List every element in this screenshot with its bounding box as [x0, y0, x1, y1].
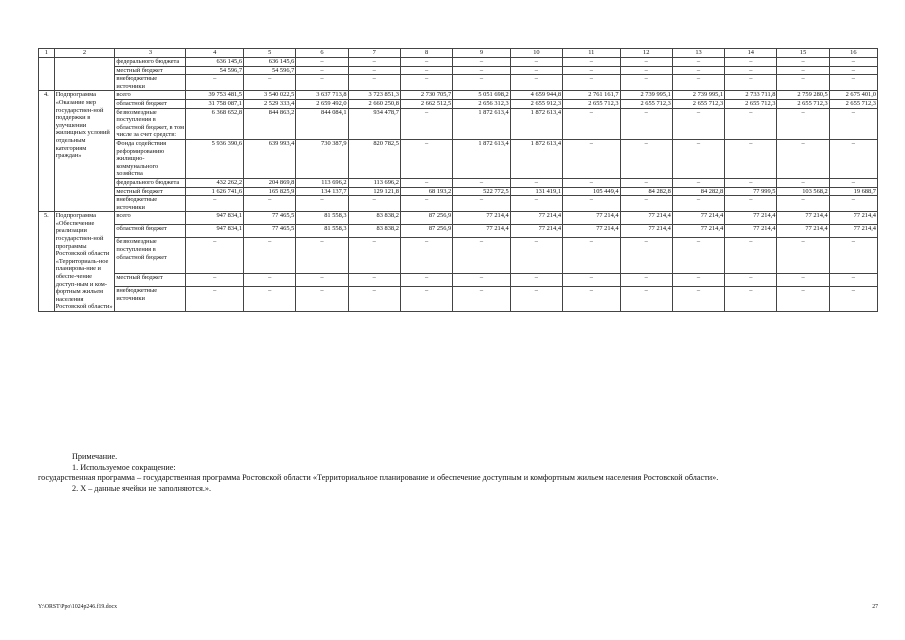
value-cell: – — [348, 75, 400, 91]
value-cell: 6 368 652,8 — [186, 108, 244, 139]
value-cell: – — [777, 274, 829, 287]
value-cell: – — [296, 274, 348, 287]
funding-source-cell: Фонда содействия реформированию жилищно-коммунального хозяйства — [115, 139, 186, 178]
value-cell: – — [400, 238, 452, 274]
value-cell: – — [186, 287, 244, 312]
value-cell: 77 214,4 — [829, 225, 877, 238]
value-cell: – — [777, 75, 829, 91]
value-cell: – — [400, 58, 452, 67]
value-cell: – — [453, 274, 511, 287]
value-cell: – — [725, 66, 777, 75]
value-cell: – — [620, 196, 672, 212]
value-cell: – — [348, 66, 400, 75]
value-cell: 3 723 851,3 — [348, 91, 400, 100]
value-cell: – — [296, 66, 348, 75]
program-name-cell: Подпрограмма «Оказание мер государствен-ной поддержки в улучшении жилищных условий отдельным категориям граждан» — [54, 91, 115, 212]
value-cell: 1 872 613,4 — [510, 108, 562, 139]
value-cell: – — [672, 66, 724, 75]
table-row — [39, 58, 878, 67]
value-cell: – — [453, 178, 511, 187]
value-cell: 5 051 698,2 — [453, 91, 511, 100]
column-header: 2 — [54, 49, 115, 58]
program-name-cell: Подпрограмма «Обеспечение реализации государствен-ной программы Ростовской области «Территориаль-ное планирова-ние и обеспе-чение доступ-ным и ком-фортным жильем населения Ростовской области» — [54, 212, 115, 312]
value-cell: 3 637 713,8 — [296, 91, 348, 100]
value-cell: – — [563, 238, 621, 274]
value-cell: – — [725, 178, 777, 187]
value-cell: 2 655 912,3 — [510, 99, 562, 108]
note-item-1: 1. Используемое сокращение: — [72, 462, 176, 472]
value-cell: 2 656 312,3 — [453, 99, 511, 108]
value-cell: – — [829, 139, 877, 178]
row-number-cell — [39, 58, 55, 91]
value-cell: – — [244, 287, 296, 312]
value-cell: – — [777, 178, 829, 187]
value-cell: 83 838,2 — [348, 212, 400, 225]
value-cell: – — [400, 178, 452, 187]
file-path: Y:\ORST\Ppo\1024p246.f19.docx — [38, 604, 118, 610]
table-row — [39, 187, 878, 196]
value-cell: – — [563, 139, 621, 178]
note-item-1-text: государственная программа – государственная программа Ростовской области «Территориальное планирование и обеспечение доступным и комфортным жильем населения Ростовской области». — [38, 473, 719, 482]
value-cell: – — [348, 196, 400, 212]
value-cell: 77 999,5 — [725, 187, 777, 196]
funding-source-cell: всего — [115, 91, 186, 100]
value-cell: – — [672, 196, 724, 212]
value-cell: – — [563, 196, 621, 212]
value-cell: 103 568,2 — [777, 187, 829, 196]
value-cell: – — [453, 66, 511, 75]
value-cell: – — [563, 108, 621, 139]
column-header: 8 — [400, 49, 452, 58]
value-cell: – — [829, 58, 877, 67]
value-cell: – — [777, 287, 829, 312]
value-cell: – — [186, 238, 244, 274]
value-cell: 77 214,4 — [563, 212, 621, 225]
value-cell: 2 655 712,3 — [620, 99, 672, 108]
value-cell: 2 660 250,8 — [348, 99, 400, 108]
value-cell: 77 465,5 — [244, 212, 296, 225]
value-cell: – — [620, 108, 672, 139]
value-cell: – — [296, 238, 348, 274]
value-cell: – — [725, 139, 777, 178]
value-cell: 81 558,3 — [296, 212, 348, 225]
value-cell: 77 214,4 — [453, 212, 511, 225]
table-row — [39, 91, 878, 100]
value-cell: 636 145,6 — [186, 58, 244, 67]
value-cell: – — [296, 58, 348, 67]
value-cell: 68 193,2 — [400, 187, 452, 196]
value-cell: 81 558,3 — [296, 225, 348, 238]
program-name-cell — [54, 58, 115, 91]
value-cell: – — [563, 58, 621, 67]
funding-source-cell: безвозмездные поступления в областной бюджет — [115, 238, 186, 274]
funding-source-cell: федерального бюджета — [115, 58, 186, 67]
value-cell: – — [620, 287, 672, 312]
value-cell: 134 137,7 — [296, 187, 348, 196]
column-header: 9 — [453, 49, 511, 58]
table-row — [39, 139, 878, 178]
value-cell: – — [453, 58, 511, 67]
value-cell: – — [510, 75, 562, 91]
value-cell: 1 872 613,4 — [453, 139, 511, 178]
funding-source-cell: местный бюджет — [115, 187, 186, 196]
value-cell: – — [725, 196, 777, 212]
column-header: 11 — [563, 49, 621, 58]
value-cell: – — [296, 75, 348, 91]
value-cell: 165 825,9 — [244, 187, 296, 196]
value-cell: – — [725, 75, 777, 91]
value-cell: – — [186, 75, 244, 91]
value-cell: – — [400, 66, 452, 75]
table-row — [39, 238, 878, 274]
table-header-row — [39, 49, 878, 58]
value-cell: 87 256,9 — [400, 225, 452, 238]
value-cell: – — [244, 238, 296, 274]
value-cell: – — [672, 75, 724, 91]
value-cell: – — [400, 108, 452, 139]
value-cell: – — [725, 274, 777, 287]
value-cell: 2 730 705,7 — [400, 91, 452, 100]
value-cell: 639 993,4 — [244, 139, 296, 178]
table-row — [39, 274, 878, 287]
value-cell: – — [400, 287, 452, 312]
value-cell: – — [777, 238, 829, 274]
value-cell: – — [510, 238, 562, 274]
value-cell: – — [620, 58, 672, 67]
value-cell: – — [829, 66, 877, 75]
page-footer — [38, 604, 878, 610]
value-cell: 2 759 280,5 — [777, 91, 829, 100]
column-header: 10 — [510, 49, 562, 58]
funding-source-cell: внебюджетные источники — [115, 75, 186, 91]
value-cell: 2 739 995,1 — [672, 91, 724, 100]
value-cell: 2 655 712,3 — [672, 99, 724, 108]
value-cell: 77 214,4 — [725, 225, 777, 238]
value-cell: – — [453, 75, 511, 91]
value-cell: 947 834,1 — [186, 225, 244, 238]
value-cell: 19 688,7 — [829, 187, 877, 196]
column-header: 12 — [620, 49, 672, 58]
value-cell: 2 655 712,3 — [777, 99, 829, 108]
value-cell: 3 540 022,5 — [244, 91, 296, 100]
value-cell: – — [348, 238, 400, 274]
value-cell: – — [672, 178, 724, 187]
value-cell: 83 838,2 — [348, 225, 400, 238]
value-cell: – — [777, 58, 829, 67]
table-row — [39, 108, 878, 139]
page-number: 27 — [872, 604, 878, 610]
value-cell: 636 145,6 — [244, 58, 296, 67]
funding-source-cell: всего — [115, 212, 186, 225]
value-cell: – — [672, 139, 724, 178]
column-header: 16 — [829, 49, 877, 58]
value-cell: 1 872 613,4 — [453, 108, 511, 139]
value-cell: 129 121,8 — [348, 187, 400, 196]
value-cell: 2 529 333,4 — [244, 99, 296, 108]
value-cell: – — [400, 139, 452, 178]
value-cell: – — [348, 274, 400, 287]
value-cell: – — [829, 287, 877, 312]
value-cell: 77 214,4 — [725, 212, 777, 225]
value-cell: – — [725, 287, 777, 312]
value-cell: – — [620, 139, 672, 178]
value-cell: – — [620, 238, 672, 274]
value-cell: – — [510, 178, 562, 187]
value-cell: – — [620, 178, 672, 187]
value-cell: 432 262,2 — [186, 178, 244, 187]
funding-source-cell: безвозмездные поступления в областной бюджет, в том числе за счет средств: — [116, 108, 185, 139]
notes-title: Примечание. — [72, 452, 118, 461]
value-cell: 5 936 390,6 — [186, 139, 244, 178]
table-row — [39, 75, 878, 91]
value-cell: 131 419,1 — [510, 187, 562, 196]
value-cell: 947 834,1 — [186, 212, 244, 225]
value-cell: 1 872 613,4 — [510, 139, 562, 178]
value-cell: – — [296, 287, 348, 312]
note-item-2: 2. Х – данные ячейки не заполняются.». — [72, 483, 212, 493]
value-cell: 31 758 087,1 — [186, 99, 244, 108]
value-cell: 77 214,4 — [829, 212, 877, 225]
value-cell: 2 655 712,3 — [563, 99, 621, 108]
value-cell: – — [453, 238, 511, 274]
value-cell: – — [510, 66, 562, 75]
value-cell: – — [620, 66, 672, 75]
column-header: 3 — [115, 49, 186, 58]
value-cell: – — [777, 66, 829, 75]
value-cell: 2 655 712,3 — [725, 99, 777, 108]
funding-source-cell: областной бюджет — [115, 99, 186, 108]
value-cell: 1 626 741,6 — [186, 187, 244, 196]
table-row — [39, 99, 878, 108]
value-cell: – — [829, 238, 877, 274]
column-header: 5 — [244, 49, 296, 58]
value-cell: 730 387,9 — [296, 139, 348, 178]
value-cell: – — [672, 274, 724, 287]
value-cell: 522 772,5 — [453, 187, 511, 196]
table-row — [39, 287, 878, 312]
value-cell: – — [829, 274, 877, 287]
value-cell: – — [510, 274, 562, 287]
column-header: 14 — [725, 49, 777, 58]
value-cell: – — [620, 274, 672, 287]
value-cell: – — [186, 196, 244, 212]
table-row — [39, 196, 878, 212]
value-cell: 934 478,7 — [348, 108, 400, 139]
funding-source-cell: местный бюджет — [115, 274, 186, 287]
value-cell: – — [725, 58, 777, 67]
table-row — [39, 225, 878, 238]
value-cell: – — [620, 75, 672, 91]
value-cell: 105 449,4 — [563, 187, 621, 196]
funding-source-cell: областной бюджет — [115, 225, 186, 238]
value-cell: – — [672, 58, 724, 67]
value-cell: – — [672, 287, 724, 312]
value-cell: 77 214,4 — [620, 225, 672, 238]
funding-source-cell: внебюджетные источники — [115, 196, 186, 212]
value-cell: 77 214,4 — [453, 225, 511, 238]
value-cell: – — [453, 287, 511, 312]
value-cell: – — [348, 58, 400, 67]
column-header: 13 — [672, 49, 724, 58]
value-cell: – — [563, 274, 621, 287]
value-cell: – — [563, 178, 621, 187]
value-cell: 77 214,4 — [777, 225, 829, 238]
value-cell: 84 282,8 — [672, 187, 724, 196]
value-cell: 54 596,7 — [244, 66, 296, 75]
value-cell: – — [829, 196, 877, 212]
value-cell: – — [348, 287, 400, 312]
value-cell: – — [563, 75, 621, 91]
row-number-cell: 4. — [39, 91, 55, 212]
value-cell: 2 675 401,0 — [829, 91, 877, 100]
funding-source-cell: внебюджетные источники — [115, 287, 186, 312]
value-cell: 4 659 944,8 — [510, 91, 562, 100]
value-cell: 87 256,9 — [400, 212, 452, 225]
value-cell: – — [244, 75, 296, 91]
value-cell: 77 214,4 — [672, 212, 724, 225]
value-cell: – — [829, 108, 877, 139]
value-cell: – — [777, 108, 829, 139]
value-cell: 77 214,4 — [620, 212, 672, 225]
value-cell: – — [829, 75, 877, 91]
column-header: 6 — [296, 49, 348, 58]
value-cell: 2 659 492,0 — [296, 99, 348, 108]
value-cell: 844 863,2 — [244, 108, 296, 139]
value-cell: 113 696,2 — [296, 178, 348, 187]
value-cell: – — [400, 75, 452, 91]
value-cell: – — [725, 238, 777, 274]
value-cell: – — [510, 58, 562, 67]
value-cell: 77 214,4 — [672, 225, 724, 238]
value-cell: – — [186, 274, 244, 287]
value-cell: – — [510, 196, 562, 212]
value-cell: – — [400, 196, 452, 212]
notes-section — [38, 452, 878, 494]
column-header: 7 — [348, 49, 400, 58]
value-cell: – — [777, 196, 829, 212]
value-cell: – — [563, 66, 621, 75]
value-cell: 77 214,4 — [510, 225, 562, 238]
value-cell: 84 282,8 — [620, 187, 672, 196]
value-cell: 2 739 995,1 — [620, 91, 672, 100]
value-cell: – — [672, 238, 724, 274]
column-header: 4 — [186, 49, 244, 58]
value-cell: 2 761 161,7 — [563, 91, 621, 100]
row-number-cell: 5. — [39, 212, 55, 312]
value-cell: – — [244, 274, 296, 287]
value-cell: 820 782,5 — [348, 139, 400, 178]
value-cell: – — [777, 139, 829, 178]
funding-source-cell: федерального бюджета — [115, 178, 186, 187]
value-cell: – — [510, 287, 562, 312]
column-header: 1 — [39, 49, 55, 58]
value-cell: 844 084,1 — [296, 108, 348, 139]
value-cell: 113 696,2 — [348, 178, 400, 187]
value-cell: – — [829, 178, 877, 187]
value-cell: 2 662 512,5 — [400, 99, 452, 108]
table-row — [39, 66, 878, 75]
value-cell: 77 465,5 — [244, 225, 296, 238]
value-cell: 39 753 481,5 — [186, 91, 244, 100]
value-cell: 77 214,4 — [563, 225, 621, 238]
value-cell: – — [672, 108, 724, 139]
value-cell: – — [725, 108, 777, 139]
value-cell: – — [400, 274, 452, 287]
column-header: 15 — [777, 49, 829, 58]
value-cell: – — [453, 196, 511, 212]
value-cell: – — [296, 196, 348, 212]
value-cell: 2 655 712,3 — [829, 99, 877, 108]
value-cell: – — [563, 287, 621, 312]
value-cell: 77 214,4 — [777, 212, 829, 225]
value-cell: 2 733 711,8 — [725, 91, 777, 100]
table-body — [39, 58, 878, 312]
value-cell: 204 869,8 — [244, 178, 296, 187]
value-cell: 77 214,4 — [510, 212, 562, 225]
table-row — [39, 178, 878, 187]
value-cell: 54 596,7 — [186, 66, 244, 75]
funding-source-cell: местный бюджет — [115, 66, 186, 75]
value-cell: – — [244, 196, 296, 212]
table-row — [39, 212, 878, 225]
budget-table — [38, 48, 878, 312]
